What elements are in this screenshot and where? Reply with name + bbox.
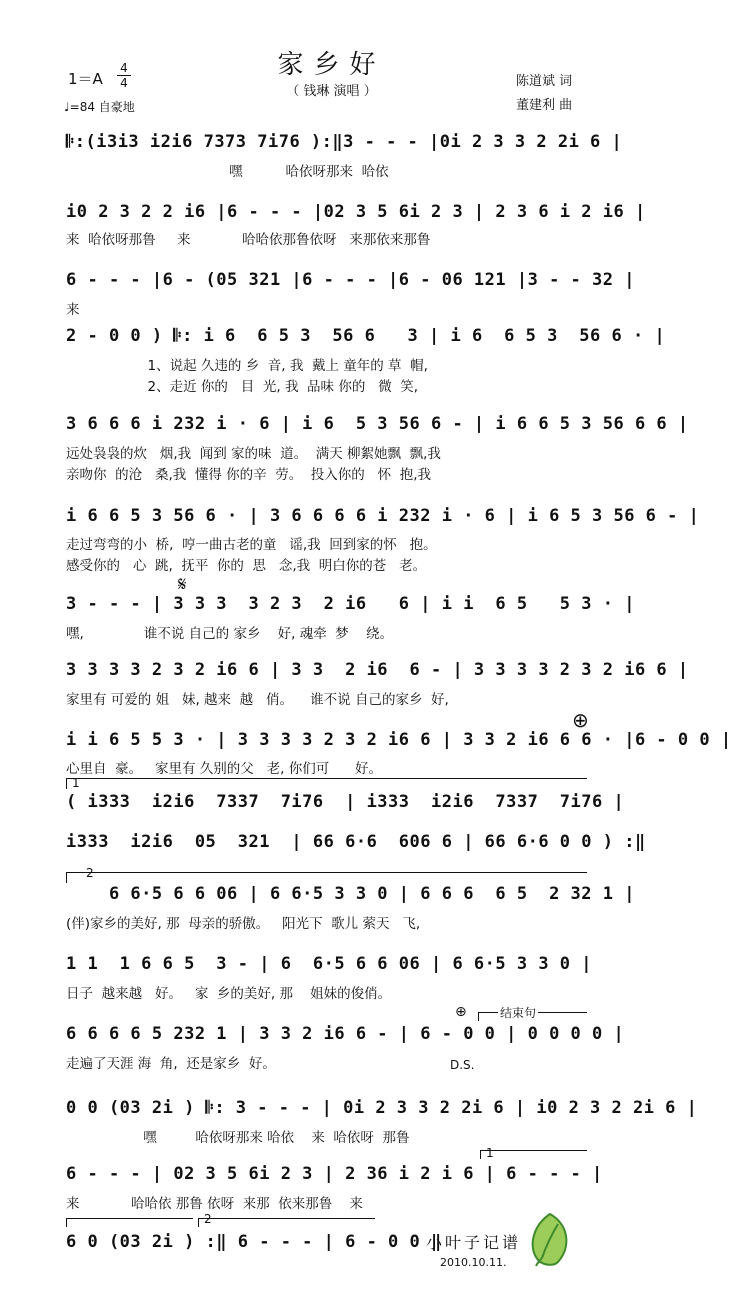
lyrics-line: 2、走近 你的 目 光, 我 品味 你的 微 笑, — [66, 379, 419, 395]
ending-bracket-2 — [66, 872, 587, 883]
notation-row: i333 i2i6 05 321 | 66 6·6 606 6 | 66 6·6 0 0 ) :‖ — [66, 832, 646, 852]
lyrics-line: 嘿, 谁不说 自己的 家乡 好, 魂牵 梦 绕。 — [66, 626, 393, 642]
lyrics-line: 嘿 哈依呀那来 哈依 — [66, 164, 389, 180]
ending-tag-label: 结束句 — [500, 1006, 537, 1020]
key-signature: 1＝A — [68, 70, 103, 88]
ending-bracket-1 — [66, 1218, 193, 1227]
notation-row: 3 3 3 3 2 3 2 i6 6 | 3 3 2 i6 6 - | 3 3 3 3 2 3 2 i6 6 | — [66, 660, 689, 680]
lyrics-line: 来 哈依呀那鲁 来 哈哈依那鲁依呀 来那依来那鲁 — [66, 232, 431, 248]
lyrics-line: (伴)家乡的美好, 那 母亲的骄傲。 阳光下 歌儿 萦天 飞, — [66, 916, 421, 932]
notation-row: 1 1 1 6 6 5 3 - | 6 6·5 6 6 06 | 6 6·5 3 3 0 | — [66, 954, 593, 974]
coda-mark: ⊕ — [572, 708, 589, 732]
notation-row: 3 - - - | 3 3 3 3 2 3 2 i6 6 | i i 6 5 5 3 · | — [66, 594, 635, 614]
lyrics-line: 远处袅袅的炊 烟,我 闻到 家的味 道。 满天 柳絮她飘 飘,我 — [66, 446, 441, 462]
notation-row: 0 0 (03 2i ) 𝄆: 3 - - - | 0i 2 3 3 2 2i 6 | i0 2 3 2 2i 6 | — [66, 1098, 698, 1118]
song-title: 家乡好 — [277, 50, 386, 80]
lyrics-line: 感受你的 心 跳, 抚平 你的 思 念,我 明白你的苍 老。 — [66, 558, 427, 574]
notation-row: 6 0 (03 2i ) :‖ 6 - - - | 6 - 0 0 ‖ — [66, 1232, 442, 1252]
ending-bracket-2 — [198, 1218, 375, 1227]
coda-mark: ⊕ — [455, 1004, 467, 1020]
notation-row: ( i333 i2i6 7337 7i76 | i333 i2i6 7337 7i76 | — [66, 792, 625, 812]
lyrics-line: 来 — [66, 302, 80, 318]
watermark-date: 2010.10.11. — [440, 1256, 507, 1269]
notation-row: i0 2 3 2 2 i6 |6 - - - |02 3 5 6i 2 3 | 2 3 6 i 2 i6 | — [66, 202, 646, 222]
tempo-marking: ♩=84 自豪地 — [64, 100, 135, 114]
ending-number-1: 1 — [486, 1146, 494, 1160]
notation-row: i 6 6 5 3 56 6 · | 3 6 6 6 6 i 232 i · 6 | i 6 5 3 56 6 - | — [66, 506, 700, 526]
ending-bracket-1 — [66, 778, 587, 789]
time-signature — [117, 62, 131, 89]
ending-number-2: 2 — [86, 866, 94, 880]
segno-mark: 𝄋 — [178, 572, 187, 596]
dal-segno-mark: D.S. — [450, 1058, 475, 1072]
ending-number-2: 2 — [204, 1212, 212, 1226]
watermark-text: 小叶子记谱 — [426, 1233, 522, 1252]
notation-row: 𝄆:(i3i3 i2i6 7373 7i76 ):‖3 - - - |0i 2 3 3 2 2i 6 | — [66, 132, 623, 152]
lyrics-line: 心里自 豪。 家里有 久别的父 老, 你们可 好。 — [66, 761, 382, 777]
notation-row: 6 - - - |6 - (05 321 |6 - - - |6 - 06 121 |3 - - 32 | — [66, 270, 635, 290]
lyrics-line: 来 哈哈依 那鲁 依呀 来那 依来那鲁 来 — [66, 1196, 363, 1212]
notation-row: 2 - 0 0 ) 𝄆: i 6 6 5 3 56 6 3 | i 6 6 5 3 56 6 · | — [66, 326, 666, 346]
notation-row: i i 6 5 5 3 · | 3 3 3 3 2 3 2 i6 6 | 3 3 2 i6 6 6 · |6 - 0 0 | — [66, 730, 732, 750]
lyricist-credit: 陈道斌 词 — [516, 74, 573, 89]
time-signature-bottom: 4 — [120, 76, 128, 90]
notation-row: 6 6·5 6 6 06 | 6 6·5 3 3 0 | 6 6 6 6 5 2 32 1 | — [66, 884, 635, 904]
notation-row: 6 - - - | 02 3 5 6i 2 3 | 2 36 i 2 i 6 | 6 - - - | — [66, 1164, 603, 1184]
lyrics-line: 日子 越来越 好。 家 乡的美好, 那 姐妹的俊俏。 — [66, 986, 392, 1002]
lyrics-line: 嘿 哈依呀那来 哈依 来 哈依呀 那鲁 — [66, 1130, 410, 1146]
lyrics-line: 走遍了天涯 海 角, 还是家乡 好。 — [66, 1056, 276, 1072]
ending-bracket-1 — [480, 1150, 587, 1159]
leaf-logo-icon — [528, 1212, 572, 1272]
notation-row: 3 6 6 6 i 232 i · 6 | i 6 5 3 56 6 - | i 6 6 5 3 56 6 6 | — [66, 414, 689, 434]
lyrics-line: 亲吻你 的沧 桑,我 懂得 你的辛 劳。 投入你的 怀 抱,我 — [66, 467, 432, 483]
lyrics-line: 1、说起 久违的 乡 音, 我 戴上 童年的 草 帽, — [66, 358, 428, 374]
notation-row: 6 6 6 6 5 232 1 | 3 3 2 i6 6 - | 6 - 0 0 | 0 0 0 0 | — [66, 1024, 625, 1044]
time-signature-top: 4 — [120, 61, 128, 75]
composer-credit: 董建利 曲 — [516, 98, 573, 113]
lyrics-line: 走过弯弯的小 桥, 哼一曲古老的童 谣,我 回到家的怀 抱。 — [66, 537, 437, 553]
ending-number-1: 1 — [72, 776, 80, 790]
lyrics-line: 家里有 可爱的 姐 妹, 越来 越 俏。 谁不说 自己的家乡 好, — [66, 692, 449, 708]
singer-credit: （ 钱琳 演唱 ） — [286, 84, 377, 99]
